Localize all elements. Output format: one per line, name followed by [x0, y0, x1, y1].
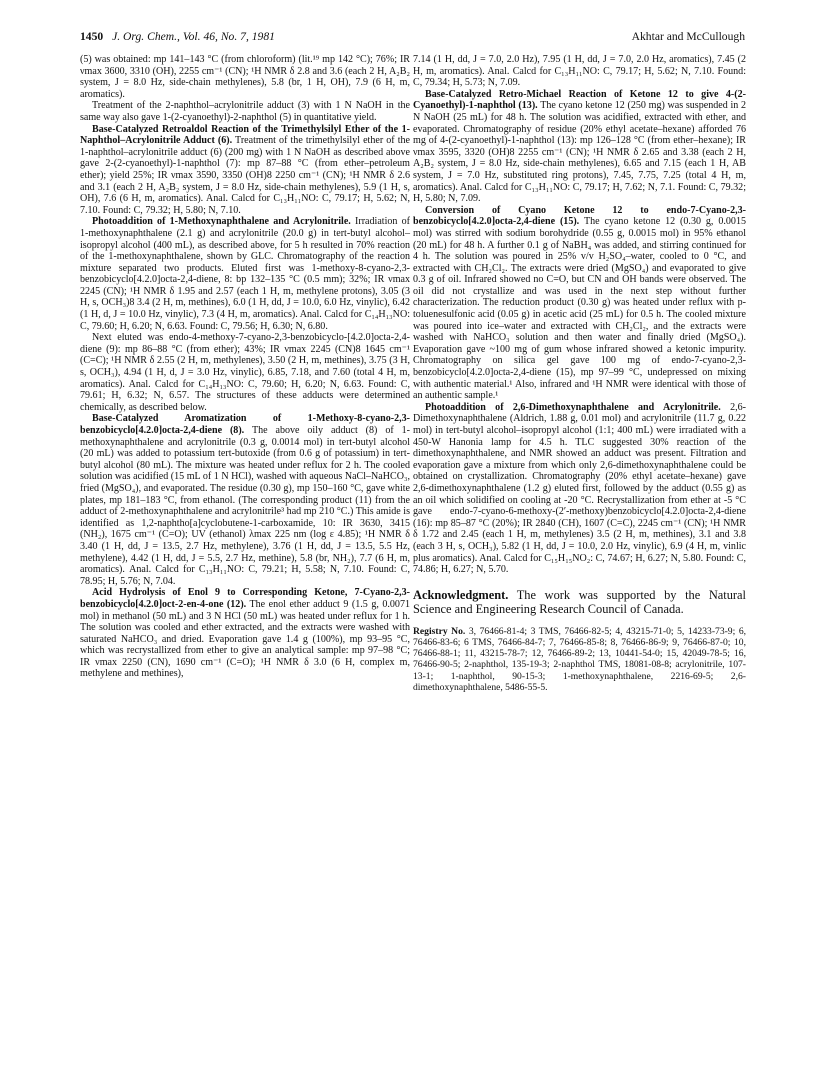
header-left	[80, 30, 275, 44]
section-heading: Base-Catalyzed Aromatization of 1-Methoxy-8-cyano-2,3-benzobicyclo[4.2.0]octa-2,4-diene (8).	[80, 413, 410, 436]
paragraph-text: The cyano ketone 12 (250 mg) was suspended in 2 N NaOH (25 mL) for 48 h. The solution was acidified, extracted with ether, and evaporated. Chromatography of residue (20% ethyl acetate–hexane) afforded 76 mg of 4-(2-cyanoethyl)-1-naphthol (13): mp 126–128 °C (from ether–hexane); IR νmax 3595, 3320 (OH)8 2255 cm⁻¹ (CN); ¹H NMR δ 2.65 and 3.38 (each 2 H, A₂B₂ system, J = 8.0 Hz, side-chain methylenes), 6.65 and 7.15 (each 1 H, AB system, J = 7.0 Hz, substituted ring protons), 7.45, 7.75, 7.25 (total 4 H, m, aromatics). Anal. Calcd for C₁₃H₁₁NO: C, 79.17; H, 7.62; N, 7.1. Found: C, 79.32; H, 5.80; N, 7.09.	[413, 100, 746, 205]
paragraph-text: (5) was obtained: mp 141–143 °C (from chloroform) (lit.¹⁹ mp 142 °C); 76%; IR νmax 3600, 3310 (OH), 2255 cm⁻¹ (CN); ¹H NMR δ 2.8 and 3.6 (each 2 H, A₂B₂ system, J = 8.0 Hz, side-chain methylenes), 5.8 (br, 1 H, OH), 7.9 (6 H, m, aromatics).	[80, 54, 410, 100]
section-heading: Acid Hydrolysis of Enol 9 to Corresponding Ketone, 7-Cyano-2,3-benzobicyclo[4.2.0]oct-2-en-4-one (12).	[80, 587, 410, 610]
paragraph-text: 7.14 (1 H, dd, J = 7.0, 2.0 Hz), 7.95 (1 H, dd, J = 7.0, 2.0 Hz, aromatics), 7.45 (2 H, m, aromatics). Anal. Calcd for C₁₃H₁₁NO: C, 79.17; H, 5.62; N, 7.10. Found: C, 79.34; H, 5.73; N, 7.09.	[413, 54, 746, 89]
paragraph-text: 2,6-Dimethoxynaphthalene (Aldrich, 1.88 g, 0.01 mol) and acrylonitrile (11.7 g, 0.22 mol) in tert-butyl alcohol–isopropyl alcohol (1:1; 400 mL) were irradiated with a 450-W Hanonia lamp for 4.5 h. TLC suggested 30% reaction of the dimethoxynaphthalene, and NMR showed an adduct was present. Filtration and evaporation gave a mixture from which only 2,6-dimethoxynaphthalene could be obtained on crystallization. Chromatography (20% ethyl acetate–hexane) gave 2,6-dimethoxynaphthalene (1.2 g) eluted first, followed by the adduct (0.55 g) as an oil which solidified on cooling at -20 °C. Recrystallization from ether at -5 °C gave endo-7-cyano-6-methoxy-(2′-methoxy)benzobicyclo[4.2.0]octa-2,4-diene (16): mp 85–87 °C (20%); IR 2840 (CH), 1607 (C=C), 2245 cm⁻¹ (CN); ¹H NMR δ 1.72 and 2.45 (each 1 H, m, methylenes) 3.5 (2 H, m, methines), 3.1 and 3.8 (each 3 H, s, OCH₃), 5.82 (1 H, dd, J = 10.0, 2.0 Hz, vinylic), 6.9 (4 H, m, vinlic plus aromatics). Anal. Calcd for C₁₅H₁₅NO₂: C, 74.67; H, 6.27; N, 5.80. Found: C, 74.86; H, 6.27; N, 5.70.	[413, 401, 746, 576]
section-heading: Base-Catalyzed Retroaldol Reaction of the Trimethylsilyl Ether of the 1-Naphthol–Acrylonitrile Adduct (6).	[80, 123, 410, 147]
paragraph-text: Treatment of the trimethylsilyl ether of the 1-naphthol–acrylonitrile adduct (6) (200 mg) with 1 N NaOH as described above gave 2-(2-cyanoethyl)-1-naphthol (7): mp 87–88 °C (from ether–petroleum ether); yield 25%; IR νmax 3590, 3350 (OH)8 2250 cm⁻¹ (CN); ¹H NMR δ 2.6 and 3.1 (each 2 H, A₂B₂ system, J = 8.0 Hz, side-chain methylenes), 5.9 (1 H, s, OH), 7.6 (6 H, m, aromatics). Anal. Calcd for C₁₃H₁₁NO: C, 79.17; H, 5.62; N, 7.10. Found: C, 79.32; H, 5.80; N, 7.10.	[80, 135, 410, 216]
acknowledgment-text: The work was supported by the Natural Science and Engineering Research Council of Canada.	[413, 587, 746, 616]
right-column-body	[413, 54, 746, 576]
page-number: 1450	[80, 30, 104, 43]
paragraph-text: The enol ether adduct 9 (1.5 g, 0.0071 mol) in methanol (50 mL) and 3 N HCl (50 mL) was heated under reflux for 1 h. The solution was cooled and ether extracted, and the extracts were washed with saturated NaHCO₃ and dried. Evaporation gave 1.4 g (100%), mp 93–95 °C, which was recrystallized from ether to give an analytical sample: mp 97–98 °C; IR νmax 2250 (CN), 1690 cm⁻¹ (C=O); ¹H NMR δ 3.0 (6 H, complex m, methylene and methines),	[80, 598, 410, 680]
section-heading: Conversion of Cyano Ketone 12 to endo-7-Cyano-2,3-benzobicyclo[4.2.0]octa-2,4-diene (15).	[413, 204, 746, 228]
left-column-paragraph	[80, 54, 410, 100]
section-heading: Photoaddition of 2,6-Dimethoxynaphthalene and Acrylonitrile.	[425, 401, 721, 413]
registry-heading: Registry No.	[413, 625, 466, 637]
paragraph-text: Treatment of the 2-naphthol–acrylonitrile adduct (3) with 1 N NaOH in the same way also gave 1-(2-cyanoethyl)-2-naphthol (5) in quantitative yield.	[80, 100, 410, 123]
registry-paragraph	[413, 626, 746, 693]
section-heading: Photoaddition of 1-Methoxynaphthalene and Acrylonitrile.	[92, 216, 351, 228]
paragraph-text: Irradiation of 1-methoxynaphthalene (2.1 g) and acrylonitrile (20.0 g) in tert-butyl alcohol–isopropyl alcohol (400 mL), as described above, for 5 h resulted in 70% reaction of the 1-methoxynaphthalene, shown by GLC. Chromatography of the reaction mixture separated two products. Eluted first was 1-methoxy-8-cyano-2,3-benzobicyclo[4.2.0]octa-2,4-diene, 8: bp 132–135 °C (0.5 mm); 32%; IR νmax 2245 (CN); ¹H NMR δ 1.95 and 2.57 (each 1 H, m, methylene protons), 3.05 (3 H, s, OCH₃)8 3.4 (2 H, m, methines), 6.0 (1 H, dd, J = 10.0, 6.0 Hz, vinylic), 6.42 (1 H, d, J = 10.0 Hz, vinylic), 7.3 (4 H, m, aromatics). Anal. Calcd for C₁₄H₁₃NO: C, 79.60; H, 6.20; N, 6.63. Found: C, 79.56; H, 6.30; N, 6.80.	[80, 216, 410, 332]
right-column	[413, 54, 746, 693]
left-column-paragraph	[80, 100, 410, 123]
paragraph-text: Next eluted was endo-4-methoxy-7-cyano-2,3-benzobicyclo-[4.2.0]octa-2,4-diene (9): mp 86–88 °C (from ether); 43%; IR νmax 2245 (CN)8 1645 cm⁻¹ (C=C); ¹H NMR δ 2.55 (2 H, m, methylenes), 3.50 (2 H, m, methines), 3.75 (3 H, s, OCH₃), 4.94 (1 H, d, J = 3.0 Hz, vinylic), 6.85, 7.18, and 7.60 (total 4 H, m, aromatics). Anal. Calcd for C₁₄H₁₃NO: C, 79.60; H, 6.20; N, 6.63. Found: C, 79.61; H, 6.32; N, 6.57. The structures of these adducts were determined chemically, as described below.	[80, 332, 410, 413]
registry-text: 3, 76466-81-4; 3 TMS, 76466-82-5; 4, 43215-71-0; 5, 14233-73-9; 6, 76466-83-6; 6 TMS, 76466-84-7; 7, 76466-85-8; 8, 76466-86-9; 9, 76466-87-0; 10, 76466-88-1; 11, 43215-78-7; 12, 76466-89-2; 13, 10441-54-0; 15, 42049-78-5; 16, 76466-90-5; 2-naphthol, 135-19-3; 2-naphthol TMS, 18081-08-8; acrylonitrile, 107-13-1; 1-naphthol, 90-15-3; 1-methoxynaphthalene, 2216-69-5; 2,6-dimethoxynaphthalene, 5486-55-5.	[413, 625, 747, 693]
right-column-paragraph	[413, 89, 746, 205]
running-authors: Akhtar and McCullough	[631, 30, 745, 43]
journal-citation: J. Org. Chem., Vol. 46, No. 7, 1981	[112, 30, 275, 43]
right-column-paragraph	[413, 205, 746, 402]
paragraph-text: The above oily adduct (8) of 1-methoxynaphthalene and acrylonitrile (0.3 g, 0.0014 mol) in tert-butyl alcohol (20 mL) was added to potassium tert-butoxide (from 0.6 g of potassium) in tert-butyl alcohol (80 mL). The mixture was heated under reflux for 2 h. The cooled solution was acidified (15 mL of 1 N HCl), washed with aqueous NaCl–NaHCO₃, fried (MgSO₄), and evaporated. The residue (0.30 g), mp 150–160 °C, gave white plates, mp 181–183 °C, from ethanol. (The corresponding product (11) from the adduct of 2-methoxynaphthalene and acrylonitrile³ had mp 210 °C.) This amide is identified as 1,2-naphtho[a]cyclobutene-1-carboxamide, 10: IR 3630, 3415 (NH₂), 1675 cm⁻¹ (C=O); UV (ethanol) λmax 225 nm (log ε 4.85); ¹H NMR δ 3.40 (1 H, dd, J = 13.5, 2.7 Hz, methylene), 3.76 (1 H, dd, J = 13.5, 5.5 Hz, methylene), 4.42 (1 H, dd, J = 5.5, 2.7 Hz, methine), 5.8 (br, NH₂), 7.7 (6 H, m, aromatics). Anal. Calcd for C₁₃H₁₁NO: C, 79.21; H, 5.58; N, 7.10. Found: C, 78.95; H, 5.76; N, 7.04.	[80, 425, 410, 587]
left-column	[80, 54, 410, 680]
left-column-paragraph	[80, 413, 410, 587]
right-column-paragraph	[413, 54, 746, 89]
left-column-paragraph	[80, 332, 410, 413]
left-column-paragraph	[80, 124, 410, 217]
acknowledgment-heading: Acknowledgment.	[413, 587, 509, 602]
acknowledgment-paragraph	[413, 588, 746, 616]
right-column-paragraph	[413, 402, 746, 576]
left-column-paragraph	[80, 587, 410, 680]
paragraph-text: The cyano ketone 12 (0.30 g, 0.0015 mol) was stirred with sodium borohydride (0.55 g, 0.0015 mol) in 95% ethanol (20 mL) for 48 h. A further 0.1 g of NaBH₄ was added, and stirring continued for 4 h. The solution was poured in 25% v/v H₂SO₄–water, cooled to 0 °C, and extracted with CH₂Cl₂. The extracts were dried (MgSO₄) and evaporated to give 0.3 g of oil. Infrared showed no C=O, but CN and OH bands were observed. The oil did not crystallize and was used in the next step without further characterization. The reduction product (0.30 g) was heated under reflux with p-toluenesulfonic acid (0.05 g) in acetic acid (25 mL) for 0.5 h. The cooled mixture was poured into ice–water and extracted with CH₂Cl₂, and the extracts were washed with NaHCO₃ solution and then water and finally dried (MgSO₄). Evaporation gave ~100 mg of gum whose infrared showed a ketonic impurity. Chromatography on silica gel gave 100 mg of endo-7-cyano-2,3-benzobicyclo[4.2.0]octa-2,4-diene (15), mp 97–99 °C, undepressed on mixing with authentic material.¹ Also, infrared and ¹H NMR were identical with those of an authentic sample.¹	[413, 216, 746, 402]
page-header	[80, 30, 745, 44]
left-column-paragraph	[80, 216, 410, 332]
section-heading: Base-Catalyzed Retro-Michael Reaction of Ketone 12 to give 4-(2-Cyanoethyl)-1-naphthol (13).	[413, 88, 746, 112]
